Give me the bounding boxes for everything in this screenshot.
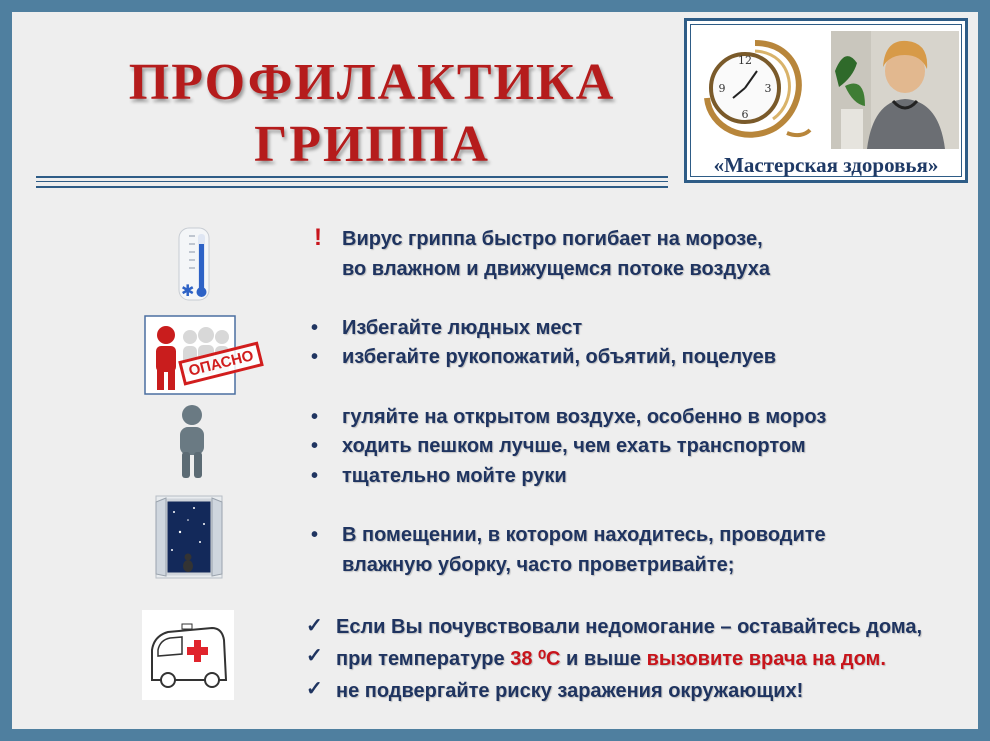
crowd-danger-icon [144, 315, 259, 397]
sick-item-2 [336, 646, 886, 671]
page-title [112, 52, 632, 176]
thermometer-snowflake-icon [167, 224, 222, 304]
exclamation-mark: ! [314, 224, 322, 251]
title-line-1: ПРОФИЛАКТИКА [128, 54, 616, 111]
ambulance-icon [142, 610, 234, 700]
bullet: • [311, 317, 319, 339]
svg-text:✱: ✱ [181, 281, 195, 300]
logo-caption: «Мастерская здоровья» [713, 153, 939, 177]
author-photo [831, 31, 959, 149]
bullet: • [311, 406, 319, 428]
person-icon [172, 404, 212, 480]
check-icon: ✓ [306, 615, 323, 637]
crowds-item-2: избегайте рукопожатий, объятий, поцелуев [342, 346, 777, 368]
slide [12, 12, 978, 729]
title-line-2: ГРИППА [254, 116, 490, 173]
svg-text:3: 3 [764, 82, 772, 95]
logo-panel [684, 18, 968, 183]
check-icon: ✓ [306, 678, 323, 700]
window-night-icon [154, 494, 224, 580]
walk-item-1: гуляйте на открытом воздухе, особенно в мороз [342, 406, 827, 428]
svg-text:6: 6 [741, 108, 749, 121]
svg-text:9: 9 [718, 82, 726, 95]
virus-line-2: во влажном и движущемся потоке воздуха [342, 258, 770, 280]
bullet: • [311, 465, 319, 487]
bullet: • [311, 346, 319, 368]
sick-item-2-text-b: и выше [560, 648, 647, 670]
bullet: • [311, 524, 319, 546]
sick-item-2-text-a: при температуре [336, 648, 511, 670]
virus-line-1: Вирус гриппа быстро погибает на морозе, [342, 228, 763, 250]
room-line-1: В помещении, в котором находитесь, проводите [342, 524, 826, 546]
walk-item-2: ходить пешком лучше, чем ехать транспортом [342, 435, 806, 457]
crowds-item-1: Избегайте людных мест [342, 317, 583, 339]
svg-text:12: 12 [738, 54, 752, 67]
room-line-2: влажную уборку, часто проветривайте; [342, 554, 735, 576]
check-icon: ✓ [306, 645, 323, 667]
danger-stamp: ОПАСНО [178, 341, 264, 385]
walk-item-3: тщательно мойте руки [342, 465, 567, 487]
call-doctor-text: вызовите врача на дом. [646, 648, 886, 670]
title-divider [36, 176, 668, 188]
sick-item-3: не подвергайте риску заражения окружающих! [336, 680, 804, 702]
temperature-value: 38 ⁰С [510, 648, 561, 670]
sick-item-1: Если Вы почувствовали недомогание – оставайтесь дома, [336, 616, 923, 638]
bullet: • [311, 435, 319, 457]
spiral-clock-icon [695, 33, 815, 148]
